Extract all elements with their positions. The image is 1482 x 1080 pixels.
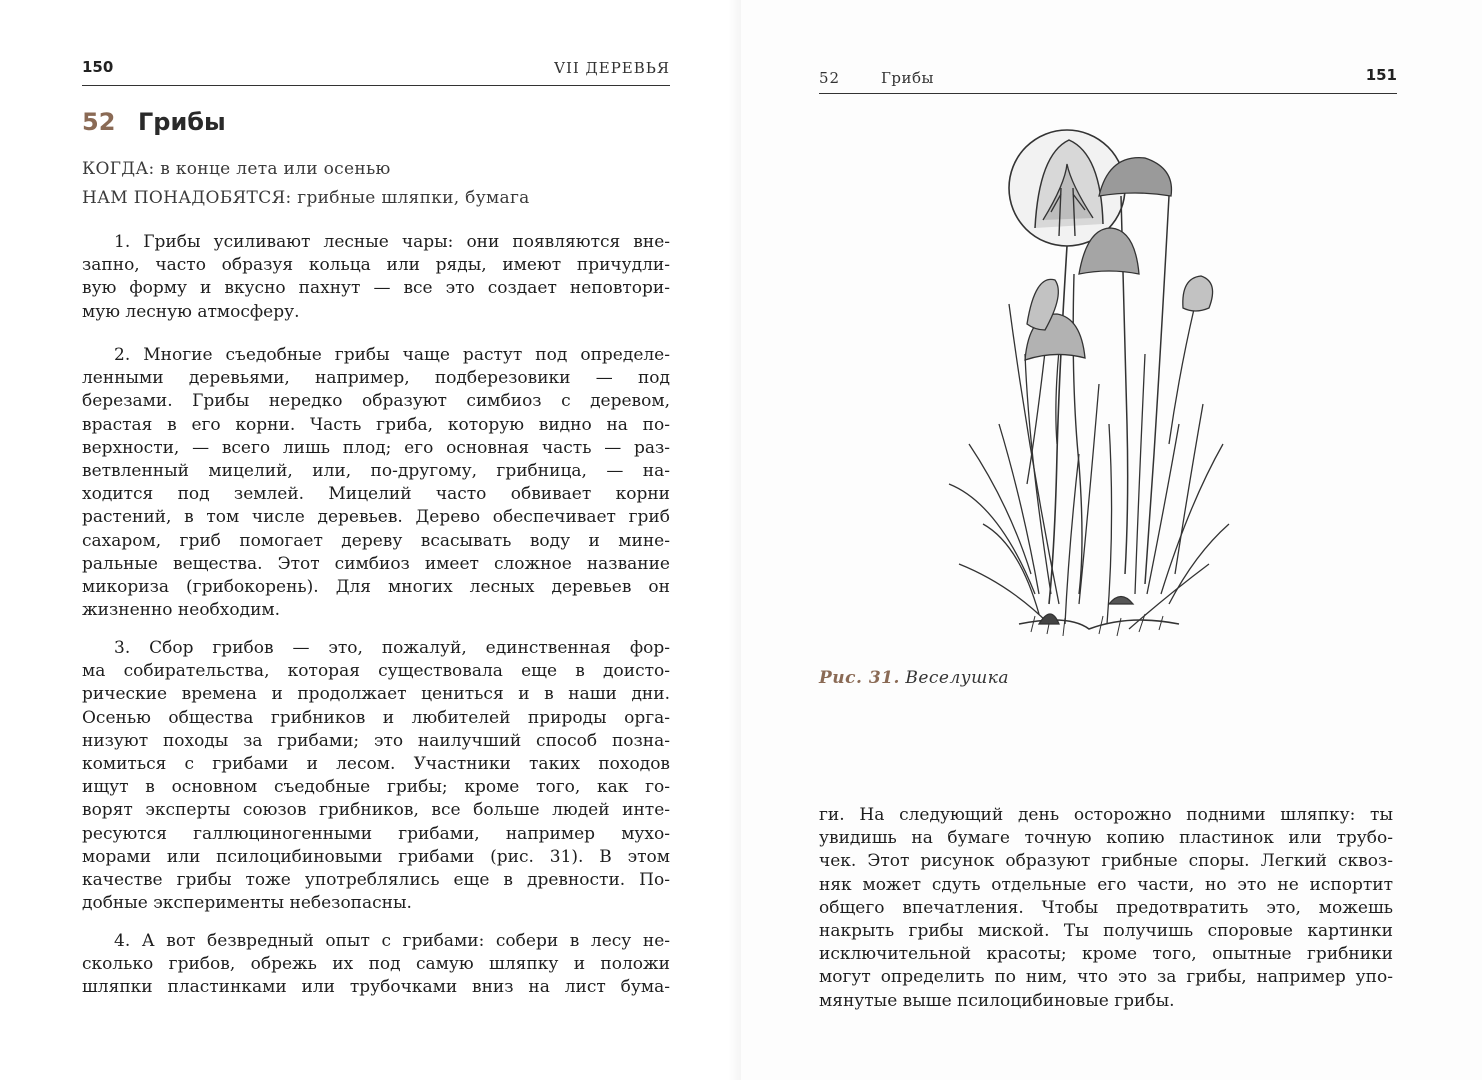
text-line: могут определить по ним, что это за грибы, например упо- [819, 967, 1393, 988]
mushroom-illustration [939, 124, 1239, 644]
text-line: 2. Многие съедобные грибы чаще растут под определе- [114, 345, 670, 365]
text-line: ворят эксперты союзов грибников, все больше людей инте- [82, 800, 670, 821]
text-line: верхности, — всего лишь плод; его основная часть — раз- [82, 437, 670, 458]
figure-caption [819, 668, 1009, 688]
paragraph-2 [82, 344, 670, 622]
text-line: ищут в основном съедобные грибы; кроме того, как го- [82, 777, 670, 798]
text-line: березами. Грибы нередко образуют симбиоз с деревом, [82, 391, 670, 412]
text-line: 3. Сбор грибов — это, пожалуй, единственная фор- [114, 638, 670, 658]
text-line: мянутые выше псилоцибиновые грибы. [819, 990, 1175, 1011]
running-chapter-title: Грибы [881, 69, 935, 87]
left-running-head [82, 58, 670, 86]
text-line: шляпки пластинками или трубочками вниз на лист бума- [82, 977, 670, 998]
right-running-head [819, 66, 1397, 94]
text-line: чек. Этот рисунок образуют грибные споры. Легкий сквоз- [819, 851, 1393, 872]
materials-line: НАМ ПОНАДОБЯТСЯ: грибные шляпки, бумага [82, 188, 530, 208]
text-line: ресуются галлюциногенными грибами, например мухо- [82, 823, 670, 844]
text-line: рические времена и продолжает цениться и в наши дни. [82, 684, 670, 705]
text-line: вую форму и вкусно пахнут — все это создает неповтори- [82, 278, 670, 299]
chapter-number: 52 [82, 108, 116, 136]
text-line: 1. Грибы усиливают лесные чары: они появляются вне- [114, 232, 670, 252]
right-page [741, 0, 1482, 1080]
text-line: качестве грибы тоже употреблялись еще в древности. По- [82, 870, 670, 891]
figure-caption-text: Веселушка [905, 668, 1010, 688]
page-number-left: 150 [82, 58, 114, 76]
text-line: ма собирательства, которая существовала еще в доисто- [82, 661, 670, 682]
running-chapter-number: 52 [819, 69, 841, 87]
when-line: КОГДА: в конце лета или осенью [82, 159, 391, 179]
text-line: ветвленный мицелий, или, по-другому, грибница, — на- [82, 461, 670, 482]
section-running-title: VII ДЕРЕВЬЯ [554, 59, 670, 77]
text-line: жизненно необходим. [82, 600, 281, 621]
paragraph-4 [82, 930, 670, 1000]
text-line: добные эксперименты небезопасны. [82, 893, 412, 914]
text-line: морами или псилоцибиновыми грибами (рис. 31). В этом [82, 846, 670, 867]
text-line: Осенью общества грибников и любителей природы орга- [82, 707, 670, 728]
text-line: мую лесную атмосферу. [82, 301, 300, 322]
text-line: врастая в его корни. Часть гриба, которую видно на по- [82, 414, 670, 435]
paragraph-3 [82, 637, 670, 915]
text-line: комиться с грибами и лесом. Участники таких походов [82, 754, 670, 775]
mushroom-drawing [939, 124, 1239, 644]
text-line: ленными деревьями, например, подберезовики — под [82, 368, 670, 389]
text-line: растений, в том числе деревьев. Дерево обеспечивает гриб [82, 507, 670, 528]
header-rule [82, 85, 670, 86]
text-line: сахаром, гриб помогает дереву всасывать воду и мине- [82, 530, 670, 551]
page-number-right: 151 [1365, 66, 1397, 84]
text-line: микориза (грибокорень). Для многих лесных деревьев он [82, 577, 670, 598]
text-line: ходится под землей. Мицелий часто обвивает корни [82, 484, 670, 505]
chapter-title: Грибы [138, 108, 226, 136]
text-line: накрыть грибы миской. Ты получишь споровые картинки [819, 921, 1393, 942]
figure-label: Рис. 31. [819, 668, 900, 688]
chapter-heading [82, 108, 670, 148]
text-line: общего впечатления. Чтобы предотвратить это, можешь [819, 897, 1393, 918]
text-line: няк может сдуть отдельные его части, но это не испортит [819, 874, 1393, 895]
text-line: запно, часто образуя кольца или ряды, имеют причудли- [82, 255, 670, 276]
text-line: исключительной красоты; кроме того, опытные грибники [819, 944, 1393, 965]
text-line: низуют походы за грибами; это наилучший способ позна- [82, 730, 670, 751]
text-line: увидишь на бумаге точную копию пластинок или трубо- [819, 828, 1393, 849]
text-line: сколько грибов, обрежь их под самую шляпку и положи [82, 954, 670, 975]
paragraph-1 [82, 231, 670, 324]
text-line: ги. На следующий день осторожно подними шляпку: ты [819, 805, 1393, 825]
continuation-paragraph [819, 804, 1393, 1013]
header-rule [819, 93, 1397, 94]
text-line: 4. А вот безвредный опыт с грибами: собери в лесу не- [114, 931, 670, 951]
text-line: ральные вещества. Этот симбиоз имеет сложное название [82, 553, 670, 574]
